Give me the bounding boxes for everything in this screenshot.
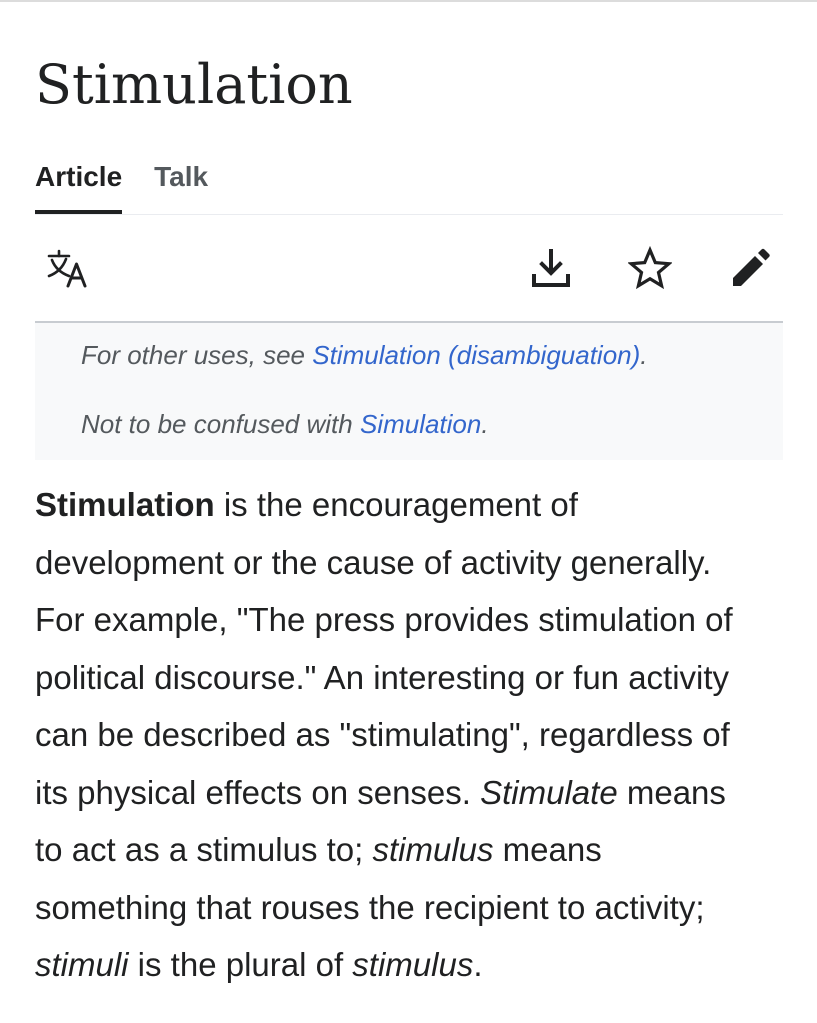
tab-talk[interactable]: Talk [154,161,209,192]
hatnote-box [35,323,783,460]
italic-term: stimuli [35,946,129,983]
language-button[interactable] [35,238,95,298]
page-tabs [35,156,240,214]
paragraph-line [35,764,795,822]
pencil-icon [728,246,772,290]
text-span: is the plural of [128,946,353,983]
paragraph-line: can be described as "stimulating", regardless of [35,716,730,753]
text-span: is the encouragement of [214,486,578,523]
paragraph-line [35,476,795,534]
paragraph-line: development or the cause of activity generally. [35,543,712,581]
italic-term: Stimulate [480,773,618,811]
paragraph-line [35,936,795,994]
text-span: means [493,831,602,868]
watch-button[interactable] [620,238,680,298]
tabs-divider [35,214,783,215]
translate-icon [41,246,89,290]
italic-term: stimulus [372,831,494,868]
download-button[interactable] [521,238,581,298]
star-icon [628,246,672,290]
article-paragraph [35,476,795,994]
italic-term: stimulus [352,946,474,983]
tab-article[interactable]: Article [35,156,122,214]
page-title: Stimulation [35,53,353,116]
paragraph-line: For example, "The press provides stimulation of [35,601,733,638]
hatnote-text: For other uses, see [81,340,313,370]
hatnote-punct: . [481,409,489,439]
text-span: means [617,773,726,811]
page-actions-bar [35,238,783,298]
edit-button[interactable] [720,238,780,298]
disambiguation-link[interactable]: Stimulation (disambiguation) [312,340,641,370]
text-span: its physical effects on senses. [35,773,481,811]
download-icon [529,246,573,290]
hatnote-text: Not to be confused with [81,409,360,439]
paragraph-line [35,821,795,879]
text-span: . [473,946,483,983]
simulation-link[interactable]: Simulation [359,409,482,439]
hatnote-not-confused [81,408,489,440]
paragraph-line: political discourse." An interesting or fun activity [35,658,730,696]
bold-term: Stimulation [35,486,215,523]
top-border [0,0,817,2]
text-span: to act as a stimulus to; [35,831,373,868]
hatnote-other-uses [81,339,648,371]
paragraph-line: something that rouses the recipient to activity; [35,888,705,926]
hatnote-punct: . [640,340,648,370]
